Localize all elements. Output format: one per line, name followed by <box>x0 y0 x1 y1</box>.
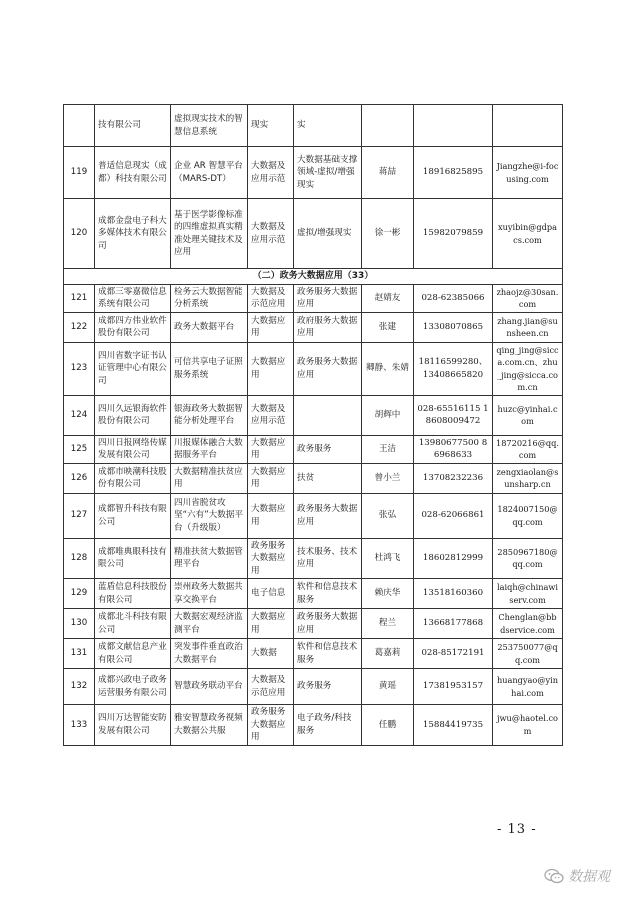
contact-cell: 赖庆华 <box>362 579 414 609</box>
project-cell: 大数据宏观经济监测平台 <box>171 609 248 639</box>
email-cell: Chenglan@bbdservice.com <box>493 609 563 639</box>
field-cell: 软件和信息技术服务 <box>294 579 362 609</box>
contact-cell: 赵婧友 <box>362 284 414 312</box>
row-number: 132 <box>64 669 95 705</box>
project-cell: 基于医学影像标准的四维虚拟真实精准处理关键技术及应用 <box>171 199 248 269</box>
email-cell: 253750077@qq.com <box>493 639 563 669</box>
row-number: 124 <box>64 395 95 435</box>
contact-cell: 胡辉中 <box>362 395 414 435</box>
phone-cell: 13308070865 <box>414 312 493 342</box>
type-cell: 大数据及应用示范 <box>248 395 294 435</box>
phone-cell: 028-62385066 <box>414 284 493 312</box>
type-cell: 大数据应用 <box>248 435 294 463</box>
email-cell: 1824007150@qq.com <box>493 493 563 538</box>
type-cell: 大数据及示范应用 <box>248 669 294 705</box>
email-cell: qing_jing@sicca.com.cn、zhu_jing@sicca.com.cn <box>493 342 563 395</box>
field-cell: 扶贫 <box>294 463 362 493</box>
phone-cell: 17381953157 <box>414 669 493 705</box>
email-cell: 18720216@qq.com <box>493 435 563 463</box>
field-cell: 政务服务大数据应用 <box>294 493 362 538</box>
contact-cell <box>362 105 414 147</box>
company-cell: 成都金盘电子科大多媒体技术有限公司 <box>95 199 171 269</box>
phone-cell: 18602812999 <box>414 538 493 579</box>
row-number: 122 <box>64 312 95 342</box>
contact-cell: 卿静、朱婧 <box>362 342 414 395</box>
type-cell: 大数据及应用示范 <box>248 147 294 199</box>
project-cell: 银海政务大数据智能分析处理平台 <box>171 395 248 435</box>
field-cell: 政务服务大数据应用 <box>294 284 362 312</box>
contact-cell: 曾小兰 <box>362 463 414 493</box>
contact-cell: 程兰 <box>362 609 414 639</box>
email-cell: Jiangzhe@i-focusing.com <box>493 147 563 199</box>
company-cell: 成都智升科技有限公司 <box>95 493 171 538</box>
table-row <box>64 669 563 705</box>
type-cell: 大数据应用 <box>248 609 294 639</box>
phone-cell: 15982079859 <box>414 199 493 269</box>
field-cell: 政务服务 <box>294 669 362 705</box>
contact-cell: 王洁 <box>362 435 414 463</box>
type-cell: 大数据及示范应用 <box>248 284 294 312</box>
contact-cell: 葛嘉莉 <box>362 639 414 669</box>
contact-cell: 杜鸿飞 <box>362 538 414 579</box>
row-number: 129 <box>64 579 95 609</box>
type-cell: 大数据 <box>248 639 294 669</box>
email-cell: laiqh@chinawiserv.com <box>493 579 563 609</box>
company-cell: 四川久远银海软件股份有限公司 <box>95 395 171 435</box>
table-row <box>64 705 563 746</box>
project-cell: 智慧政务联动平台 <box>171 669 248 705</box>
project-cell: 虚拟现实技术的智慧信息系统 <box>171 105 248 147</box>
type-cell: 政务服务大数据应用 <box>248 538 294 579</box>
field-cell: 大数据基础支撑领域-虚拟/增强现实 <box>294 147 362 199</box>
row-number: 125 <box>64 435 95 463</box>
company-cell: 成都唯典眼科技有限公司 <box>95 538 171 579</box>
company-cell: 成都兴政电子政务运营服务有限公司 <box>95 669 171 705</box>
email-cell: huangyao@yinhai.com <box>493 669 563 705</box>
email-cell: zengxiaolan@sunsharp.cn <box>493 463 563 493</box>
company-cell: 蓝盾信息科技股份有限公司 <box>95 579 171 609</box>
contact-cell: 黄瑶 <box>362 669 414 705</box>
table-row <box>64 579 563 609</box>
field-cell: 政务服务 <box>294 435 362 463</box>
field-cell: 政务服务大数据应用 <box>294 342 362 395</box>
type-cell: 电子信息 <box>248 579 294 609</box>
field-cell: 技术服务、技术应用 <box>294 538 362 579</box>
type-cell: 大数据应用 <box>248 342 294 395</box>
table-row <box>64 284 563 312</box>
table-row <box>64 639 563 669</box>
phone-cell: 13668177868 <box>414 609 493 639</box>
row-number: 131 <box>64 639 95 669</box>
table-row <box>64 105 563 147</box>
company-cell: 四川万达智能安防发展有限公司 <box>95 705 171 746</box>
company-cell: 成都北斗科技有限公司 <box>95 609 171 639</box>
table-row <box>64 395 563 435</box>
contact-cell: 任鹏 <box>362 705 414 746</box>
project-cell: 四川省脱贫攻坚“六有”大数据平台（升级版） <box>171 493 248 538</box>
table-row <box>64 538 563 579</box>
company-cell: 普适信息现实（成都）科技有限公司 <box>95 147 171 199</box>
row-number: 128 <box>64 538 95 579</box>
email-cell: huzc@yinhai.com <box>493 395 563 435</box>
email-cell: 2850967180@qq.com <box>493 538 563 579</box>
table-row <box>64 199 563 269</box>
table-row <box>64 342 563 395</box>
contact-cell: 蒋喆 <box>362 147 414 199</box>
contact-cell: 徐一彬 <box>362 199 414 269</box>
table-row <box>64 435 563 463</box>
row-number: 120 <box>64 199 95 269</box>
field-cell: 虚拟/增强现实 <box>294 199 362 269</box>
phone-cell: 13980677500 86968633 <box>414 435 493 463</box>
field-cell <box>294 395 362 435</box>
table-section <box>64 269 563 285</box>
project-cell: 大数据精准扶贫应用 <box>171 463 248 493</box>
type-cell: 大数据及应用示范 <box>248 199 294 269</box>
email-cell: zhang.jian@sunsheen.cn <box>493 312 563 342</box>
section-header: （二）政务大数据应用（33） <box>64 269 563 285</box>
type-cell: 大数据应用 <box>248 493 294 538</box>
table-row <box>64 493 563 538</box>
phone-cell: 028-85172191 <box>414 639 493 669</box>
row-number: 130 <box>64 609 95 639</box>
project-cell: 政务大数据平台 <box>171 312 248 342</box>
project-cell: 检务云大数据智能分析系统 <box>171 284 248 312</box>
row-number <box>64 105 95 147</box>
project-cell: 可信共享电子证照服务系统 <box>171 342 248 395</box>
contact-cell: 张建 <box>362 312 414 342</box>
email-cell: xuyibin@gdpacs.com <box>493 199 563 269</box>
phone-cell: 13518160360 <box>414 579 493 609</box>
phone-cell: 13708232236 <box>414 463 493 493</box>
field-cell: 软件和信息技术服务 <box>294 639 362 669</box>
email-cell: jwu@haotel.com <box>493 705 563 746</box>
phone-cell: 18116599280、13408665820 <box>414 342 493 395</box>
table-row <box>64 463 563 493</box>
row-number: 123 <box>64 342 95 395</box>
table-body-lower <box>64 284 563 745</box>
company-cell: 四川省数字证书认证管理中心有限公司 <box>95 342 171 395</box>
row-number: 126 <box>64 463 95 493</box>
table-row <box>64 312 563 342</box>
type-cell: 大数据应用 <box>248 312 294 342</box>
phone-cell: 028-62066861 <box>414 493 493 538</box>
field-cell: 政府服务大数据应用 <box>294 312 362 342</box>
watermark <box>544 866 610 886</box>
wechat-icon <box>544 868 564 884</box>
table-row <box>64 147 563 199</box>
project-cell: 企业 AR 智慧平台（MARS-DT） <box>171 147 248 199</box>
field-cell: 电子政务/科技服务 <box>294 705 362 746</box>
row-number: 133 <box>64 705 95 746</box>
email-cell <box>493 105 563 147</box>
page-number: - 13 - <box>497 822 537 837</box>
company-cell: 成都四方伟业软件股份有限公司 <box>95 312 171 342</box>
phone-cell: 18916825895 <box>414 147 493 199</box>
type-cell: 大数据应用 <box>248 463 294 493</box>
row-number: 119 <box>64 147 95 199</box>
project-cell: 精准扶贫大数据管理平台 <box>171 538 248 579</box>
company-cell: 成都三零嘉微信息系统有限公司 <box>95 284 171 312</box>
row-number: 121 <box>64 284 95 312</box>
company-cell: 四川日报网络传媒发展有限公司 <box>95 435 171 463</box>
company-cell: 成都市映潮科技股份有限公司 <box>95 463 171 493</box>
contact-cell: 张弘 <box>362 493 414 538</box>
field-cell: 实 <box>294 105 362 147</box>
row-number: 127 <box>64 493 95 538</box>
field-cell: 政务服务大数据应用 <box>294 609 362 639</box>
company-cell: 技有限公司 <box>95 105 171 147</box>
table-row <box>64 609 563 639</box>
project-cell: 突发事件垂直政治大数据平台 <box>171 639 248 669</box>
phone-cell <box>414 105 493 147</box>
table-body-upper <box>64 105 563 269</box>
project-cell: 川报媒体融合大数据服务平台 <box>171 435 248 463</box>
document-table <box>63 104 563 746</box>
phone-cell: 15884419735 <box>414 705 493 746</box>
project-cell: 崇州政务大数据共享交换平台 <box>171 579 248 609</box>
type-cell: 政务服务大数据应用 <box>248 705 294 746</box>
company-cell: 成都文献信息产业有限公司 <box>95 639 171 669</box>
watermark-text: 数据观 <box>568 869 610 885</box>
project-cell: 雅安智慧政务视频大数据公共服 <box>171 705 248 746</box>
email-cell: zhaojz@30san.com <box>493 284 563 312</box>
type-cell: 现实 <box>248 105 294 147</box>
phone-cell: 028-65516115 18608009472 <box>414 395 493 435</box>
